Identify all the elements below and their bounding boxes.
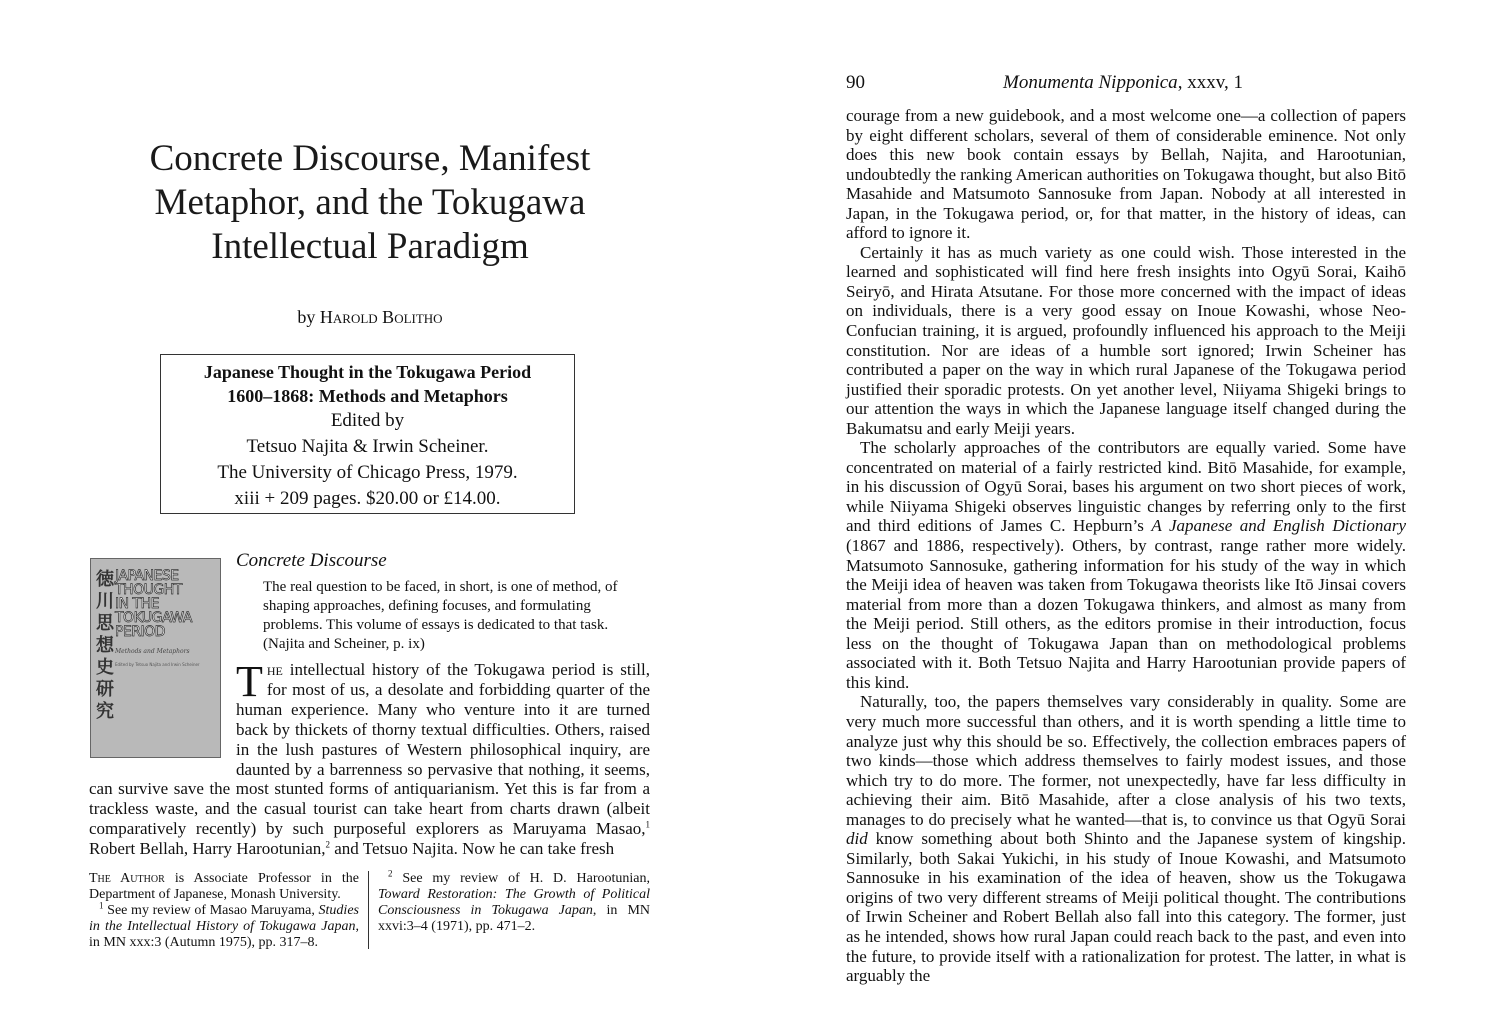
book-editors: Tetsuo Najita & Irwin Scheiner. [246,436,489,457]
cover-kanji: 思 [96,613,114,634]
footnote-marker: 1 [645,819,650,830]
footnote-text: , in MN xxx:3 (Autumn 1975), pp. 317–8. [89,919,359,950]
byline-prefix: by [297,307,316,327]
cover-kanji: 想 [96,635,114,656]
footnote-text: , in MN xxvi:3–4 (1971), pp. 471–2. [378,903,650,934]
title-line: Metaphor, and the Tokugawa [154,182,586,223]
paragraph-text: (1867 and 1886, respectively). Others, by contrast, range rather more widely. Matsumoto Sannosuke, gathering information for his study of the way in which the Meiji idea of heaven was taken from Tokugawa theorists like Itō Jinsai covers material from more than a dozen Tokugawa thinkers, and almost as many from the Meiji period. Still others, as the editors promise in their introduction, focus less on the thought of Tokugawa Japan than on methodological problems associated with it. Both Tetsuo Najita and Harry Harootunian provide papers of this kind. [846,536,1406,692]
paragraph-text: The scholarly approaches of the contributors are equally varied. Some have concentrated on material of a fairly restricted kind. Bitō Masahide, for example, in his discussion of Ogyū Sorai, bases his argument on two short pieces of work, while Niiyama Shigeki observes linguistic changes by referring only to the first and third editions of James C. Hepburn’s [846,438,1406,536]
article-title [100,137,640,269]
cover-kanji: 究 [96,701,114,722]
footnote-number: 2 [388,868,393,879]
drop-cap: T [236,657,263,706]
page-number: 90 [846,72,865,93]
body-text-right [846,106,1406,986]
paragraph-text: Naturally, too, the papers themselves vary considerably in quality. Some are very much more successful than others, and it is worth spending a little time to analyze just why this should be so. Effectively, the collection embraces papers of two kinds—those which address themselves to fairly modest issues, and those which try to do more. The former, not unexpectedly, have far less difficulty in achieving their aim. Bitō Masahide, after a close analysis of his two texts, manages to do precisely what he wanted—that is, to convince us that Ogyū Sorai [846,692,1406,829]
cover-kanji: 研 [96,679,114,700]
title-line: Intellectual Paradigm [211,226,529,267]
journal-volume: , xxxv, 1 [1177,72,1243,93]
opening-smallcaps: he [266,660,283,679]
cover-title [115,569,219,639]
cover-kanji: 徳 [96,569,114,590]
section-heading: Concrete Discourse [236,550,387,571]
paragraph-text: know something about both Shinto and the Japanese system of kingship. Similarly, both Sakai Yukichi, in his study of Inoue Kowashi, and Matsumoto Sannosuke in his examination of the idea of heaven, show us the Tokugawa origins of two very different streams of Meiji political thought. The contributions of Irwin Scheiner and Robert Bellah also fall into this category. The former, just as he intended, shows how rural Japan could reach back to the past, and even into the future, to provide itself with a rationalization for protest. The latter, in what is arguably the [846,829,1406,986]
body-text: intellectual history of the Tokugawa period is still, for most of us, a desolate and forbidding quarter of the human experience. Many who venture into it are turned back by thickets of thorny textual difficulties. Others, raised in the lush pastures of Western philosophical inquiry, are daunted by a barrenness so pervasive that nothing, it seems, can survive save the most stunted forms of antiquarianism. Yet this is far from a trackless waste, and the casual tourist can take heart from charts drawn (albeit comparatively recently) by such purposeful explorers as Maruyama Masao, [89,660,650,839]
cover-kanji: 川 [96,591,114,612]
byline [100,307,640,328]
book-title-line: Japanese Thought in the Tokugawa Period [203,362,532,382]
epigraph: The real question to be faced, in short, is one of method, of shaping approaches, defining focuses, and formulating problems. This volume of essays is dedicated to that task. (Najita and Scheiner, p. ix) [263,579,618,652]
author-note: is Associate Professor in the Department of Japanese, Monash University. [89,871,359,902]
body-text: Robert Bellah, Harry Harootunian, [89,839,326,859]
footnote-text: See my review of Masao Maruyama, [103,903,319,918]
book-pages-price: xiii + 209 pages. $20.00 or £14.00. [234,488,501,509]
body-text: and Tetsuo Najita. Now he can take fresh [330,839,615,859]
emphasis: did [846,829,868,849]
author-label: The Author [89,871,165,886]
book-title-line: 1600–1868: Methods and Metaphors [227,386,508,406]
title-line: Concrete Discourse, Manifest [149,138,591,179]
footnote-title: Toward Restoration: The Growth of Political Consciousness in Tokugawa Japan [378,887,650,918]
cover-title-line: IN THE [115,596,159,612]
book-review-box [160,354,575,514]
footnote-title: Studies in the Intellectual History of Tokugawa Japan [89,903,359,934]
footnote-number: 1 [99,900,104,911]
cover-wrap-space [89,660,236,778]
author-name: Harold Bolitho [319,307,443,327]
footnote-text: See my review of H. D. Harootunian, [392,871,650,886]
paragraph [846,692,1406,985]
footnotes-column-right [378,868,650,935]
journal-name: Monumenta Nipponica [1003,72,1178,93]
cover-title-line: TOKUGAWA [115,610,192,626]
footnote-marker: 2 [325,839,331,850]
paragraph: Certainly it has as much variety as one could wish. Those interested in the learned and sophisticated will find here fresh insights into Ogyū Sorai, Kaihō Seiryō, and Hirata Atsutane. For those more concerned with the impact of ideas on individuals, there is a very good essay on Inoue Kowashi, whose Neo-Confucian training, it is argued, profoundly influenced his approach to the Meiji constitution. Nor are ideas of a humble sort ignored; Irwin Scheiner has contributed a paper on the way in which rural Japanese of the Tokugawa period justified their sporadic protests. On yet another level, Niiyama Shigeki brings to our attention the ways in which the Japanese language itself changed during the Bakumatsu and early Meiji years. [846,242,1406,438]
cover-title-line: THOUGHT [115,582,182,598]
footnote-column-divider [368,871,369,949]
body-text-left [89,657,650,859]
paragraph [846,438,1406,692]
footnote-2 [378,868,650,935]
running-head [1003,72,1243,94]
edited-by: Edited by [330,410,405,431]
cover-credit: Edited by Tetsuo Najita and Irwin Scheiner [115,662,200,667]
book-publisher: The University of Chicago Press, 1979. [217,462,518,483]
paragraph: courage from a new guidebook, and a most welcome one—a collection of papers by eight different scholars, several of them of considerable eminence. Not only does this new book contain essays by Bellah, Najita, and Harootunian, undoubtedly the ranking American authorities on Tokugawa thought, but also Bitō Masahide and Matsumoto Sannosuke from Japan. Nobody at all interested in Japan, in the Tokugawa period, or, for that matter, in the history of ideas, can afford to ignore it. [846,106,1406,243]
cover-title-line: PERIOD [115,624,165,640]
footnote-1 [89,900,359,951]
cover-kanji: 史 [96,657,114,678]
footnotes-column-left [89,871,359,951]
cover-subtitle: Methods and Metaphors [115,648,190,655]
cover-title-line: JAPANESE [115,568,179,584]
dictionary-title: A Japanese and English Dictionary [1151,516,1406,536]
